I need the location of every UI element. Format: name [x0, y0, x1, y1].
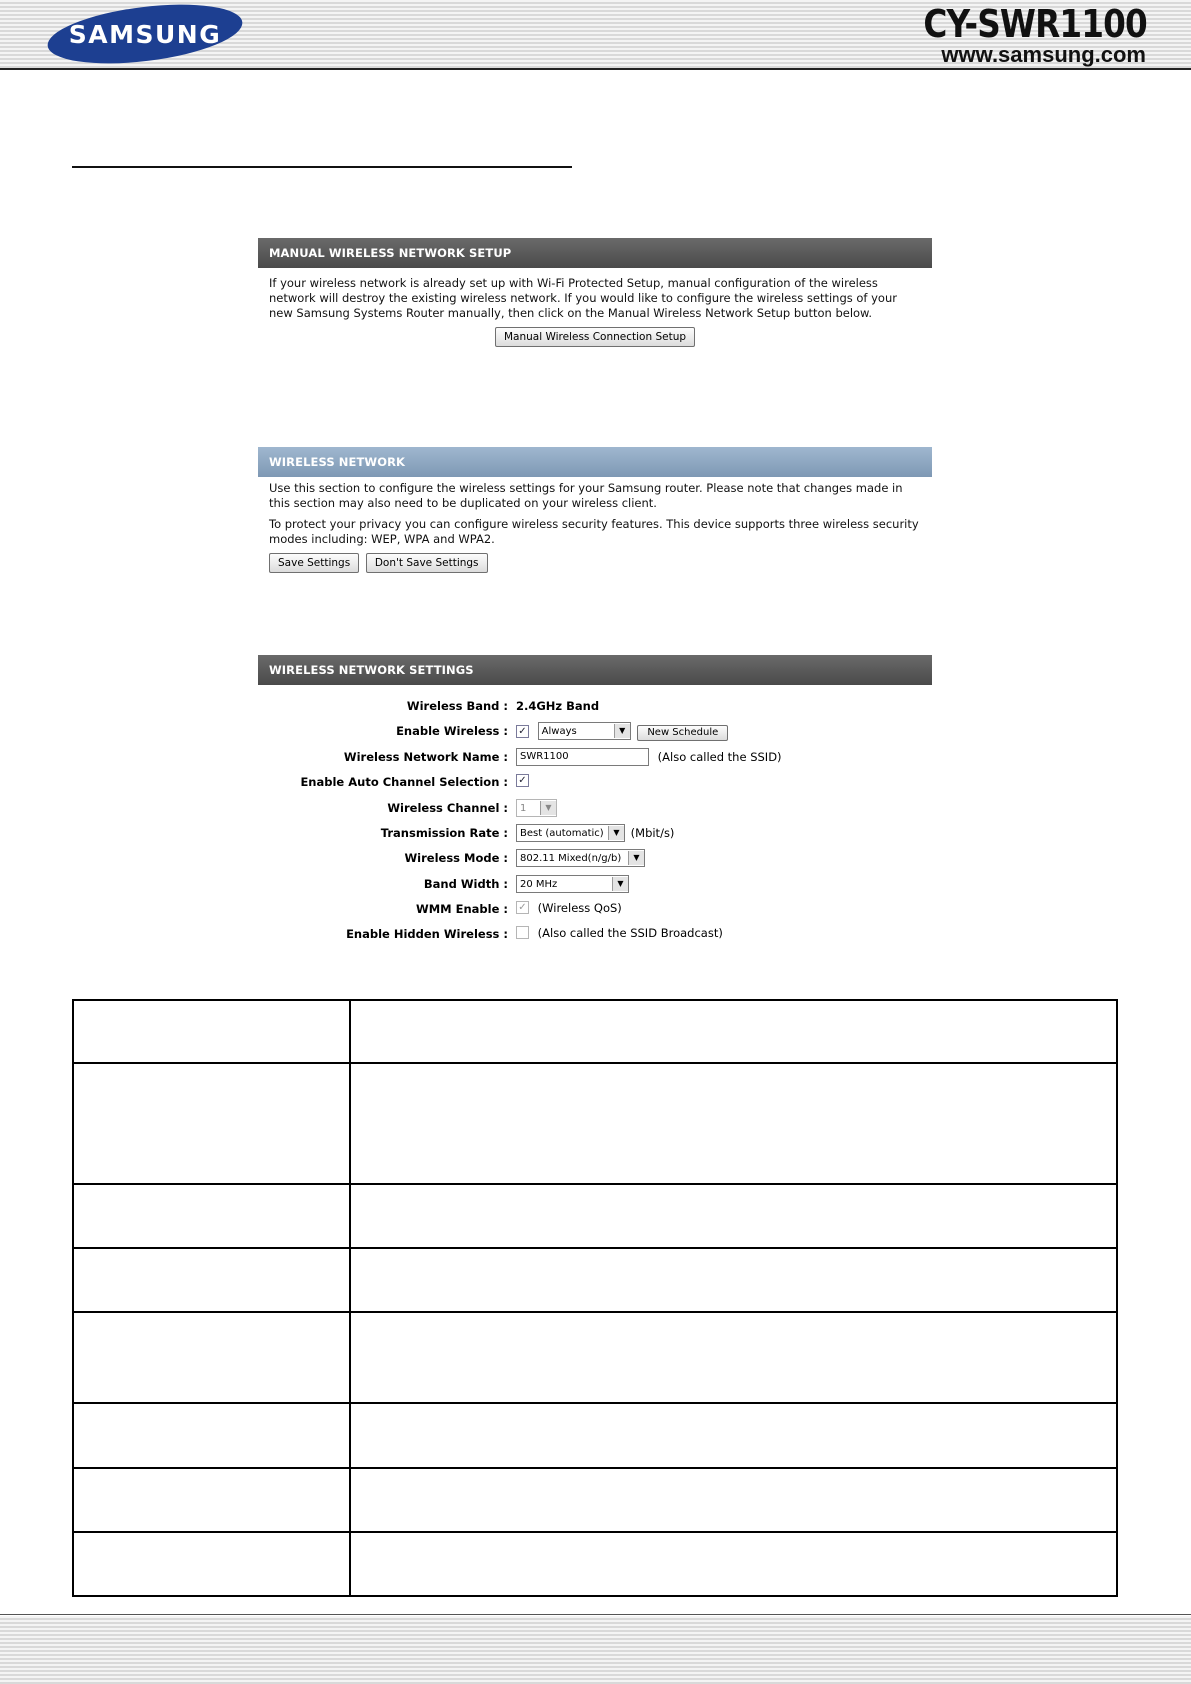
table-cell-text: [350, 1532, 1117, 1596]
hidden-wireless-checkbox[interactable]: [516, 926, 529, 939]
ssid-note: (Also called the SSID): [657, 750, 782, 764]
table-cell-label: [73, 1000, 350, 1063]
table-row: [73, 1312, 1117, 1403]
wireless-network-name-label: Wireless Network Name :: [343, 750, 508, 764]
wmm-note: (Wireless QoS): [537, 900, 622, 915]
table-row: [73, 1063, 1117, 1184]
wireless-network-name-input[interactable]: SWR1100: [516, 748, 649, 766]
wireless-mode-value: 802.11 Mixed(n/g/b): [520, 852, 622, 864]
table-cell-text: [350, 1312, 1117, 1403]
chevron-down-icon: ▼: [612, 877, 628, 891]
hidden-wireless-note: (Also called the SSID Broadcast): [537, 925, 723, 940]
wireless-network-description: Use this section to configure the wireless settings for your Samsung router. Please note that changes made in this section may also need to be duplicated on your wireless client.: [269, 481, 903, 510]
transmission-rate-label: Transmission Rate :: [380, 826, 508, 840]
wireless-settings-title: WIRELESS NETWORK SETTINGS: [258, 655, 932, 685]
schedule-select[interactable]: [538, 722, 631, 740]
table-row: [73, 1468, 1117, 1532]
website-url: www.samsung.com: [941, 42, 1146, 67]
page-footer: [0, 1616, 1191, 1684]
chevron-down-icon: ▼: [614, 724, 630, 738]
band-width-value: 20 MHz: [520, 878, 558, 890]
wireless-security-description: To protect your privacy you can configure wireless security features. This device supports three wireless security modes including: WEP, WPA and WPA2.: [269, 517, 919, 546]
wireless-network-title: WIRELESS NETWORK: [258, 447, 932, 477]
schedule-value: Always: [541, 725, 577, 737]
wireless-channel-value: 1: [520, 802, 527, 814]
band-width-row: [258, 875, 932, 895]
table-cell-label: [73, 1063, 350, 1184]
auto-channel-checkbox[interactable]: ✓: [516, 774, 529, 787]
table-row: [73, 1248, 1117, 1312]
header-divider: [0, 68, 1191, 70]
transmission-rate-row: [258, 824, 932, 844]
dont-save-settings-button[interactable]: Don't Save Settings: [366, 553, 488, 573]
wireless-band-label: Wireless Band :: [406, 699, 508, 713]
wireless-mode-label: Wireless Mode :: [404, 851, 508, 865]
band-width-label: Band Width :: [423, 877, 508, 891]
hidden-wireless-row: [258, 925, 932, 945]
manual-setup-panel: [258, 238, 932, 353]
band-width-select[interactable]: [516, 875, 629, 893]
table-cell-text: [350, 1468, 1117, 1532]
wireless-mode-select[interactable]: [516, 849, 645, 867]
section-title-underline: [72, 166, 572, 168]
table-cell-text: [350, 1063, 1117, 1184]
samsung-logo: [44, 2, 246, 66]
model-name: CY-SWR1100: [923, 2, 1147, 46]
page-header: [0, 0, 1191, 68]
table-cell-label: [73, 1248, 350, 1312]
enable-wireless-label: Enable Wireless :: [396, 724, 508, 738]
table-cell-text: [350, 1403, 1117, 1468]
table-cell-text: [350, 1248, 1117, 1312]
table-cell-label: [73, 1532, 350, 1596]
samsung-logo-text: SAMSUNG: [68, 20, 222, 49]
rate-unit-note: (Mbit/s): [630, 826, 675, 840]
manual-wireless-connection-setup-button[interactable]: Manual Wireless Connection Setup: [495, 327, 695, 347]
wireless-channel-select[interactable]: [516, 799, 557, 817]
auto-channel-label: Enable Auto Channel Selection :: [300, 775, 508, 789]
footer-divider: [0, 1614, 1191, 1615]
wireless-band-value: 2.4GHz Band: [516, 699, 600, 713]
wireless-network-panel: [258, 447, 932, 579]
table-row: [73, 1403, 1117, 1468]
enable-wireless-checkbox[interactable]: ✓: [516, 725, 529, 738]
auto-channel-row: [258, 773, 932, 793]
table-cell-label: [73, 1312, 350, 1403]
samsung-logo-graphic: [44, 2, 246, 66]
save-settings-button[interactable]: Save Settings: [269, 553, 359, 573]
wireless-settings-panel: [258, 655, 932, 955]
enable-wireless-row: [258, 722, 932, 742]
new-schedule-button[interactable]: New Schedule: [637, 725, 728, 741]
description-table: [72, 999, 1118, 1597]
manual-setup-description: If your wireless network is already set up with Wi-Fi Protected Setup, manual configuration of the wireless network will destroy the existing wireless network. If you would like to configure the wireless settings of your new Samsung Systems Router manually, then click on the Manual Wireless Network Setup button below.: [269, 276, 897, 320]
wireless-channel-row: [258, 799, 932, 819]
table-cell-label: [73, 1184, 350, 1248]
transmission-rate-value: Best (automatic): [520, 827, 604, 839]
manual-setup-title: MANUAL WIRELESS NETWORK SETUP: [258, 238, 932, 268]
table-cell-label: [73, 1403, 350, 1468]
wmm-enable-checkbox[interactable]: ✓: [516, 901, 529, 914]
table-cell-label: [73, 1468, 350, 1532]
transmission-rate-select[interactable]: [516, 824, 625, 842]
chevron-down-icon: ▼: [608, 826, 624, 840]
wmm-enable-row: [258, 900, 932, 920]
chevron-down-icon: ▼: [540, 801, 556, 815]
table-row: [73, 1532, 1117, 1596]
table-cell-text: [350, 1000, 1117, 1063]
wireless-channel-label: Wireless Channel :: [387, 801, 508, 815]
wireless-mode-row: [258, 849, 932, 869]
hidden-wireless-label: Enable Hidden Wireless :: [346, 927, 508, 941]
table-row: [73, 1000, 1117, 1063]
table-row: [73, 1184, 1117, 1248]
wireless-network-name-row: [258, 748, 932, 768]
wmm-enable-label: WMM Enable :: [416, 902, 508, 916]
table-cell-text: [350, 1184, 1117, 1248]
wireless-band-row: [258, 697, 932, 717]
chevron-down-icon: ▼: [628, 851, 644, 865]
